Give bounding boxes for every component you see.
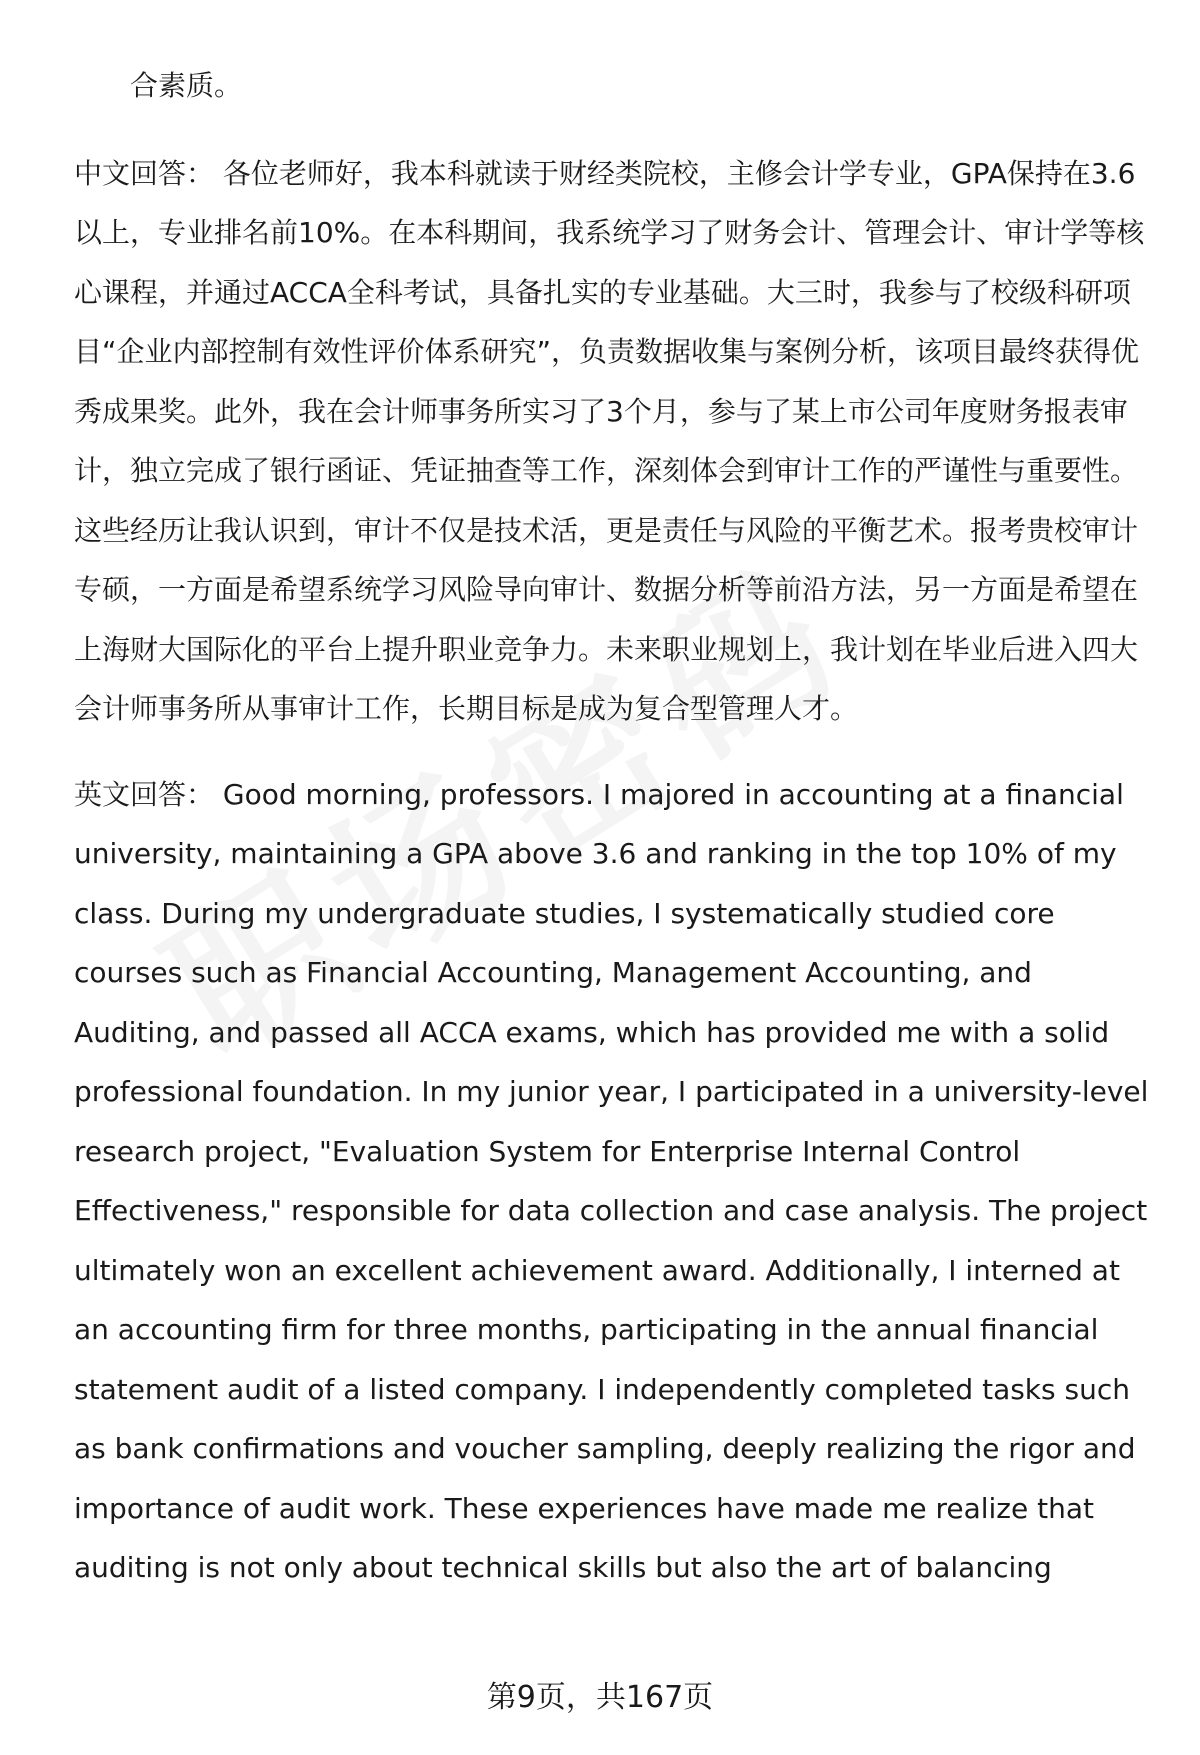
page-number-footer: 第9页，共167页	[486, 1680, 714, 1715]
document-body	[74, 56, 1154, 1598]
chinese-answer-paragraph: 中文回答： 各位老师好，我本科就读于财经类院校，主修会计学专业，GPA保持在3.6以上，专业排名前10%。在本科期间，我系统学习了财务会计、管理会计、审计学等核心课程，并通过ACCA全科考试，具备扎实的专业基础。大三时，我参与了校级科研项目“企业内部控制有效性评价体系研究”，负责数据收集与案例分析，该项目最终获得优秀成果奖。此外，我在会计师事务所实习了3个月，参与了某上市公司年度财务报表审计，独立完成了银行函证、凭证抽查等工作，深刻体会到审计工作的严谨性与重要性。这些经历让我认识到，审计不仅是技术活，更是责任与风险的平衡艺术。报考贵校审计专硕，一方面是希望系统学习风险导向审计、数据分析等前沿方法，另一方面是希望在上海财大国际化的平台上提升职业竞争力。未来职业规划上，我计划在毕业后进入四大会计师事务所从事审计工作，长期目标是成为复合型管理人才。	[74, 156, 1145, 725]
paragraph-spacer	[74, 116, 1154, 144]
continuation-paragraph: 合素质。	[130, 69, 243, 102]
english-answer-paragraph: 英文回答： Good morning, professors. I majored in accounting at a financial university, maintaining a GPA above 3.6 and ranking in the top 10% of my class. During my undergraduate studies, I systematically studied core courses such as Financial Accounting, Management Accounting, and Auditing, and passed all ACCA exams, which has provided me with a solid professional foundation. In my junior year, I participated in a university-level research project, "Evaluation System for Enterprise Internal Control Effectiveness," responsible for data collection and case analysis. The project ultimately won an excellent achievement award. Additionally, I interned at an accounting firm for three months, participating in the annual financial statement audit of a listed company. I independently completed tasks such as bank confirmations and voucher sampling, deeply realizing the rigor and importance of audit work. These experiences have made me realize that auditing is not only about technical skills but also the art of balancing	[74, 777, 1149, 1584]
paragraph-spacer	[74, 739, 1154, 765]
